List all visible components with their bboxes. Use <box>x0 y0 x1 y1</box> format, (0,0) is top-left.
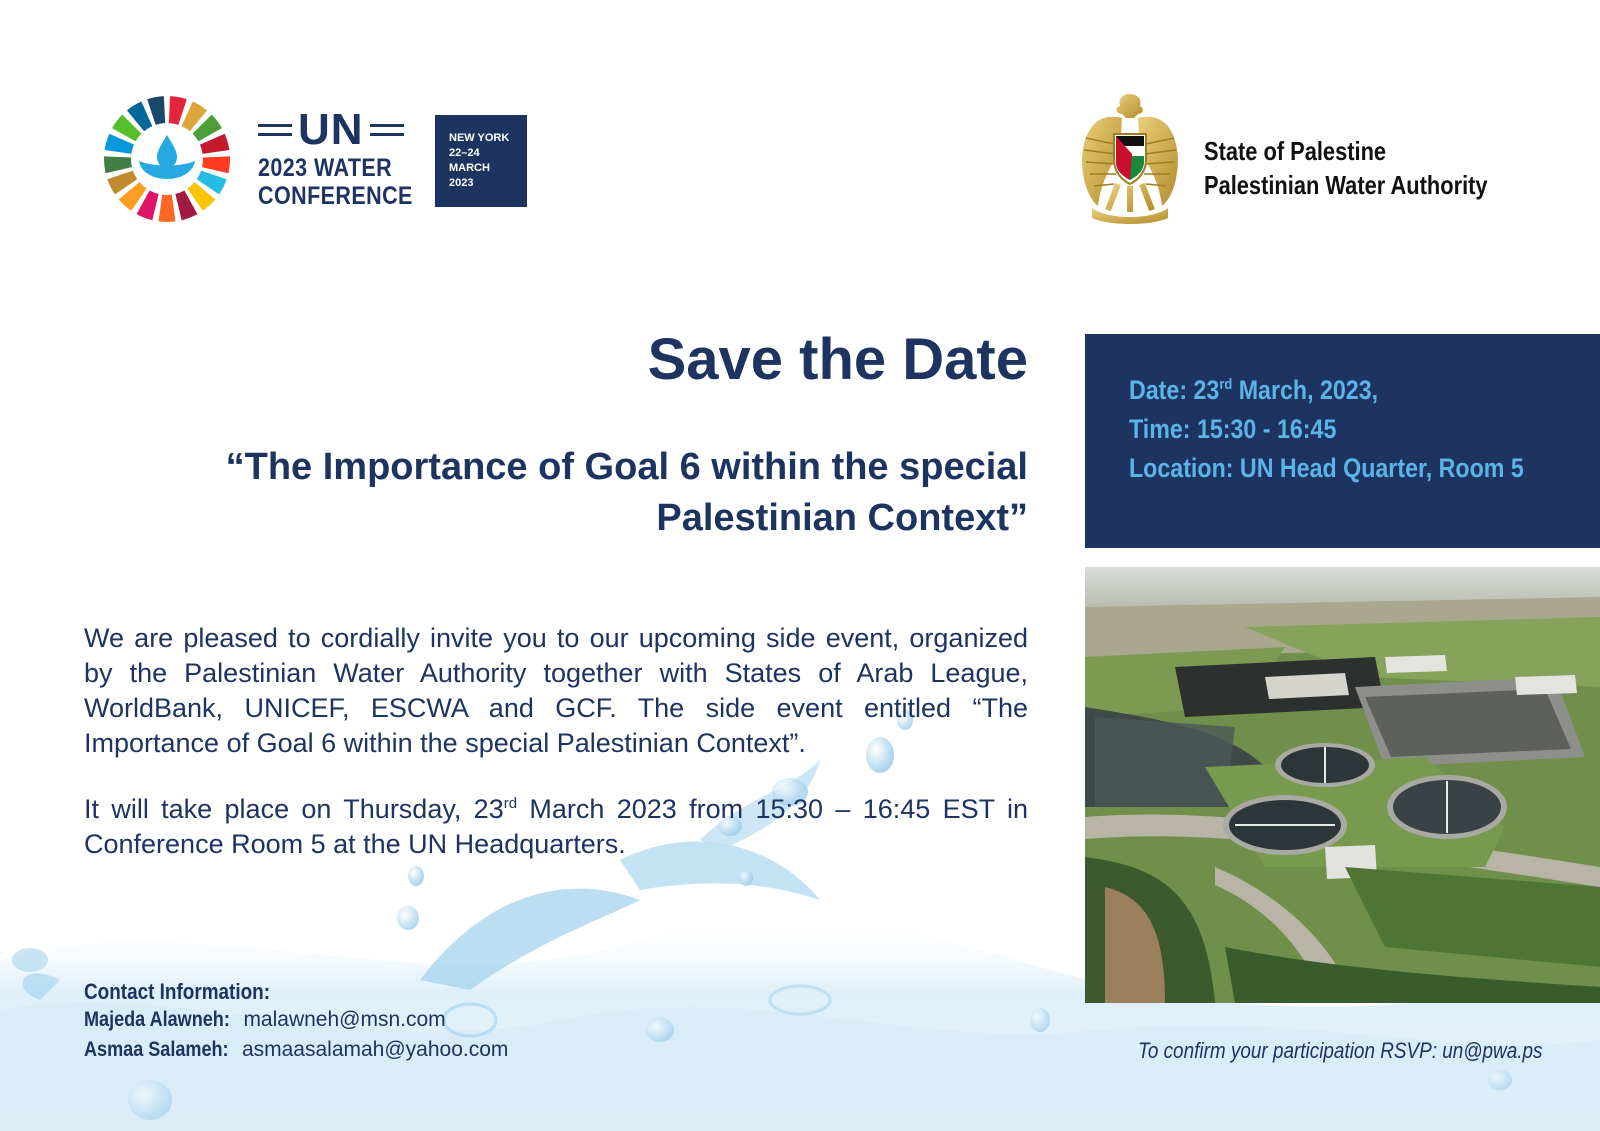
event-time-paragraph-ordinal: rd <box>503 795 518 812</box>
sdg-wheel-logo <box>102 94 232 224</box>
palestine-eagle-emblem <box>1078 88 1182 228</box>
event-time-paragraph-prefix: It will take place on Thursday, 23 <box>84 794 504 824</box>
contact-name: Asmaa Salameh: <box>84 1038 229 1061</box>
contact-email[interactable]: malawneh@msn.com <box>243 1008 446 1031</box>
un-logo-line2: 2023 WATER <box>258 154 393 182</box>
event-date-suffix: March, 2023, <box>1232 375 1379 405</box>
location-box-line: MARCH <box>449 162 490 174</box>
event-time-paragraph-suffix: March 2023 from 15:30 – 16:45 EST in Conference Room 5 at the UN Headquarters. <box>84 794 1028 859</box>
un-logo-line3: CONFERENCE <box>258 182 413 210</box>
event-date-ordinal: rd <box>1219 376 1233 393</box>
palestine-authority-name: Palestinian Water Authority <box>1204 170 1488 200</box>
palestine-state-name: State of Palestine <box>1204 136 1387 166</box>
rsvp-note: To confirm your participation RSVP: un@pwa.ps <box>1138 1038 1543 1063</box>
event-subtitle: “The Importance of Goal 6 within the special Palestinian Context” <box>225 446 1028 539</box>
un-text: UN <box>298 105 364 154</box>
page-title: Save the Date <box>647 327 1028 392</box>
contact-entry <box>84 1008 446 1032</box>
sdg-wheel-segment <box>104 156 132 173</box>
un-bar-right <box>370 124 404 136</box>
sdg-wheel-segment <box>147 96 165 125</box>
sdg-wheel-segment <box>202 156 230 173</box>
event-date-prefix: Date: 23 <box>1129 375 1220 405</box>
sdg-wheel-segment <box>169 96 187 125</box>
contact-entry <box>84 1038 508 1062</box>
location-box-line: NEW YORK <box>449 132 510 144</box>
sdg-wheel-segment <box>159 195 176 222</box>
contact-info-title: Contact Information: <box>84 979 271 1004</box>
contact-name: Majeda Alawneh: <box>84 1008 230 1031</box>
location-date-box <box>435 115 527 207</box>
event-time: Time: 15:30 - 16:45 <box>1129 414 1337 444</box>
contact-email[interactable]: asmaasalamah@yahoo.com <box>241 1038 509 1061</box>
event-location: Location: UN Head Quarter, Room 5 <box>1129 453 1524 483</box>
location-box-line: 2023 <box>449 177 474 189</box>
water-treatment-plant-photo <box>1085 567 1600 1003</box>
event-date <box>1129 375 1378 406</box>
invitation-paragraph: We are pleased to cordially invite you to our upcoming side event, organized by the Palestinian Water Authority together with States of Arab League, WorldBank, UNICEF, ESCWA and GCF. The side event entitled “The Importance of Goal 6 within the special Palestinian Context”. <box>84 623 1028 758</box>
location-box-line: 22–24 <box>449 147 480 159</box>
un-wordmark <box>258 105 404 154</box>
event-time-paragraph <box>84 792 1028 862</box>
un-bar-left <box>258 124 292 136</box>
